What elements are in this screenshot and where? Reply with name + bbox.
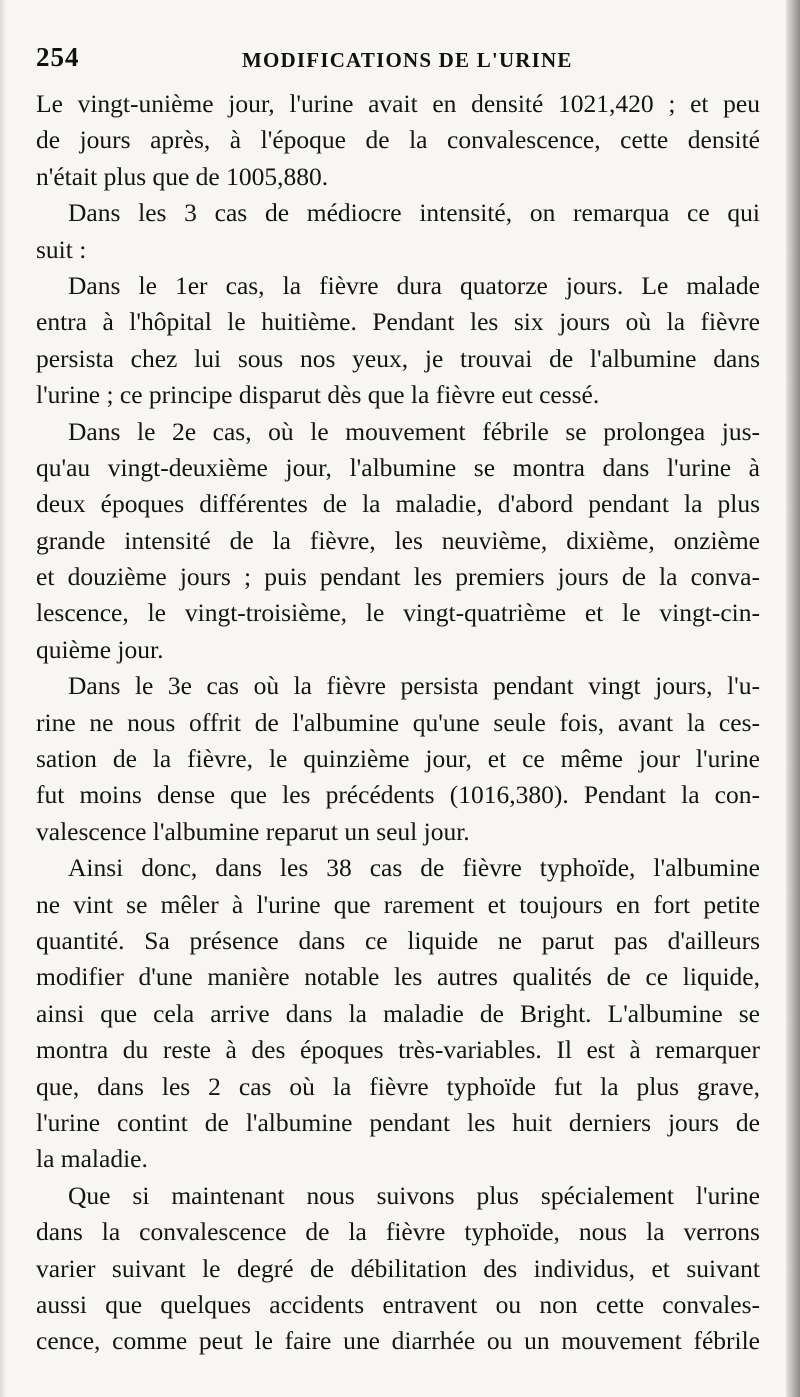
- text-line: suit :: [36, 234, 87, 264]
- text-line: cence, comme peut le faire une diarrhée ou un mouvement fébrile: [36, 1326, 760, 1356]
- text-line: et douzième jours ; puis pendant les premiers jours de la conva-: [36, 562, 760, 592]
- text-line: ainsi que cela arrive dans la maladie de Bright. L'albumine se: [36, 998, 760, 1028]
- text-line: deux époques différentes de la maladie, d'abord pendant la plus: [36, 489, 760, 519]
- text-line: Dans le 2e cas, où le mouvement fébrile se prolongea jus-: [68, 416, 760, 446]
- text-line: n'était plus que de 1005,880.: [36, 161, 329, 191]
- page-right-edge-shadow: [786, 0, 800, 1397]
- text-line: quième jour.: [36, 634, 164, 664]
- running-head: MODIFICATIONS DE L'URINE: [242, 48, 573, 72]
- text-line: de jours après, à l'époque de la convalescence, cette densité: [36, 125, 760, 155]
- text-line: sation de la fièvre, le quinzième jour, et ce même jour l'urine: [36, 744, 760, 774]
- text-line: la maladie.: [36, 1144, 148, 1174]
- page-number: 254: [36, 42, 80, 72]
- text-line: quantité. Sa présence dans ce liquide ne parut pas d'ailleurs: [36, 925, 760, 955]
- text-line: dans la convalescence de la fièvre typhoïde, nous la verrons: [36, 1217, 760, 1247]
- text-line: ne vint se mêler à l'urine que rarement et toujours en fort petite: [36, 889, 760, 919]
- page-left-edge-shadow: [0, 0, 6, 1397]
- text-line: varier suivant le degré de débilitation des individus, et suivant: [36, 1253, 760, 1283]
- text-line: Dans les 3 cas de médiocre intensité, on remarqua ce qui: [68, 198, 760, 228]
- text-line: l'urine ; ce principe disparut dès que la fièvre eut cessé.: [36, 380, 600, 410]
- text-line: montra du reste à des époques très-variables. Il est à remarquer: [36, 1035, 760, 1065]
- text-line: persista chez lui sous nos yeux, je trouvai de l'albumine dans: [36, 343, 760, 373]
- text-line: fut moins dense que les précédents (1016,380). Pendant la con-: [36, 780, 760, 810]
- text-line: Ainsi donc, dans les 38 cas de fièvre typhoïde, l'albumine: [68, 853, 760, 883]
- text-line: grande intensité de la fièvre, les neuvième, dixième, onzième: [36, 525, 760, 555]
- text-line: entra à l'hôpital le huitième. Pendant les six jours où la fièvre: [36, 307, 760, 337]
- page-header: [36, 42, 756, 82]
- text-line: Le vingt-unième jour, l'urine avait en densité 1021,420 ; et peu: [36, 89, 760, 118]
- body-text: [36, 86, 760, 1360]
- text-line: Que si maintenant nous suivons plus spécialement l'urine: [68, 1180, 760, 1210]
- text-line: valescence l'albumine reparut un seul jour.: [36, 816, 470, 846]
- text-line: qu'au vingt-deuxième jour, l'albumine se montra dans l'urine à: [36, 452, 760, 482]
- text-line: que, dans les 2 cas où la fièvre typhoïde fut la plus grave,: [36, 1071, 760, 1101]
- text-line: l'urine contint de l'albumine pendant les huit derniers jours de: [36, 1107, 760, 1137]
- text-line: modifier d'une manière notable les autres qualités de ce liquide,: [36, 962, 760, 992]
- text-line: aussi que quelques accidents entravent ou non cette convales-: [36, 1289, 760, 1319]
- text-line: Dans le 1er cas, la fièvre dura quatorze jours. Le malade: [68, 270, 760, 300]
- text-line: lescence, le vingt-troisième, le vingt-quatrième et le vingt-cin-: [36, 598, 760, 628]
- text-line: Dans le 3e cas où la fièvre persista pendant vingt jours, l'u-: [68, 671, 760, 701]
- text-line: rine ne nous offrit de l'albumine qu'une seule fois, avant la ces-: [36, 707, 760, 737]
